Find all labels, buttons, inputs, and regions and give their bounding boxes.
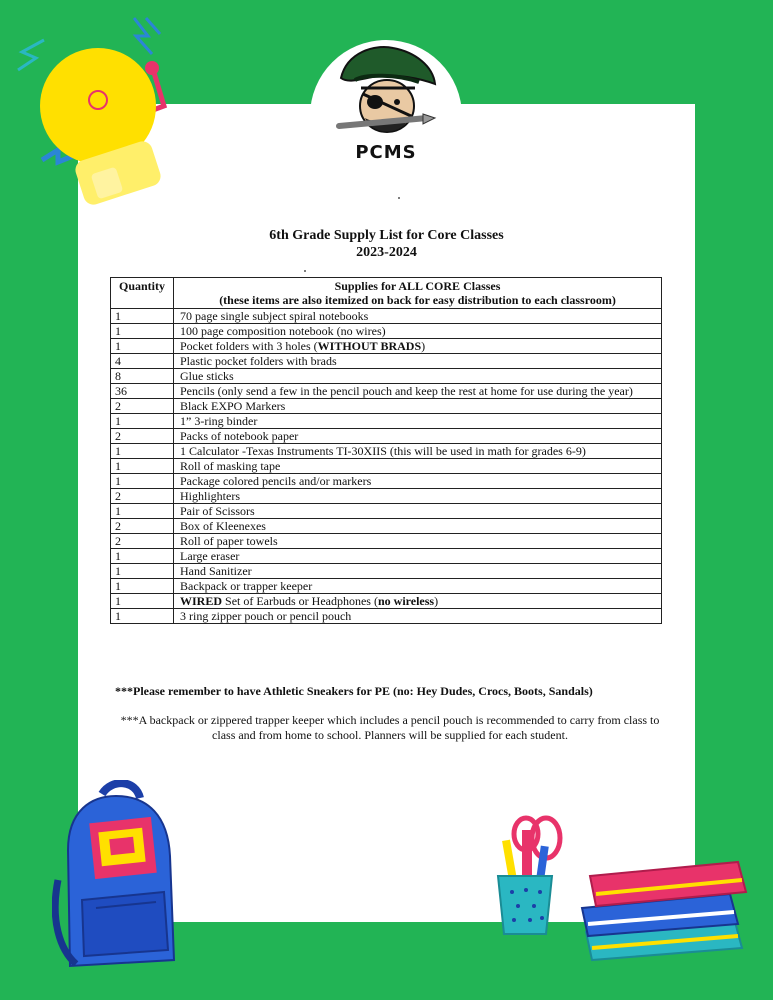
row-item-text: ) xyxy=(421,339,426,353)
supply-table xyxy=(110,277,662,624)
table-row xyxy=(111,504,662,519)
document-title: 6th Grade Supply List for Core Classes xyxy=(269,228,504,243)
row-qty: 1 xyxy=(111,594,174,609)
pencil-cup-icon xyxy=(486,810,576,940)
row-item-emphasis: WIRED xyxy=(180,594,223,608)
pirate-mascot-icon xyxy=(335,44,439,140)
row-qty: 1 xyxy=(111,549,174,564)
table-row xyxy=(111,489,662,504)
row-item: Box of Kleenexes xyxy=(174,519,662,534)
stray-dot xyxy=(398,197,400,199)
row-qty: 4 xyxy=(111,354,174,369)
table-row xyxy=(111,564,662,579)
row-qty: 2 xyxy=(111,399,174,414)
row-item-text: Pocket folders with 3 holes ( xyxy=(180,339,318,353)
row-qty: 1 xyxy=(111,579,174,594)
row-item: Glue sticks xyxy=(174,369,662,384)
table-row xyxy=(111,444,662,459)
row-item-emphasis: WITHOUT BRADS xyxy=(317,339,422,353)
row-item: 3 ring zipper pouch or pencil pouch xyxy=(174,609,662,624)
row-qty: 2 xyxy=(111,534,174,549)
school-year: 2023-2024 xyxy=(356,245,417,260)
supplies-header xyxy=(174,278,662,309)
row-qty: 1 xyxy=(111,609,174,624)
backpack-icon xyxy=(52,780,182,980)
table-row xyxy=(111,384,662,399)
table-row xyxy=(111,414,662,429)
row-item: Plastic pocket folders with brads xyxy=(174,354,662,369)
row-qty: 1 xyxy=(111,564,174,579)
table-row xyxy=(111,609,662,624)
row-item: Large eraser xyxy=(174,549,662,564)
row-item xyxy=(174,594,662,609)
row-qty: 1 xyxy=(111,324,174,339)
supplies-header-line1: Supplies for ALL CORE Classes xyxy=(334,279,501,293)
row-qty: 1 xyxy=(111,339,174,354)
row-item: 1 Calculator -Texas Instruments TI-30XIIS (this will be used in math for grades 6-9) xyxy=(174,444,662,459)
book-stack-icon xyxy=(574,836,754,966)
row-item: Pencils (only send a few in the pencil pouch and keep the rest at home for use during the year) xyxy=(174,384,662,399)
row-item-emphasis: no wireless xyxy=(377,594,435,608)
row-qty: 1 xyxy=(111,459,174,474)
row-item: 1” 3-ring binder xyxy=(174,414,662,429)
table-header-row xyxy=(111,278,662,309)
row-item xyxy=(174,339,662,354)
row-item: Pair of Scissors xyxy=(174,504,662,519)
row-item: 70 page single subject spiral notebooks xyxy=(174,309,662,324)
sneakers-note: ***Please remember to have Athletic Sneakers for PE (no: Hey Dudes, Crocs, Boots, Sandals) xyxy=(115,684,593,698)
row-qty: 1 xyxy=(111,414,174,429)
school-logo-text: PCMS xyxy=(355,142,417,163)
row-item: Roll of masking tape xyxy=(174,459,662,474)
table-row xyxy=(111,519,662,534)
table-row xyxy=(111,324,662,339)
table-row xyxy=(111,474,662,489)
table-row xyxy=(111,534,662,549)
supplies-header-line2: (these items are also itemized on back for easy distribution to each classroom) xyxy=(219,293,616,307)
row-qty: 1 xyxy=(111,504,174,519)
row-qty: 1 xyxy=(111,474,174,489)
stray-dot xyxy=(304,270,306,272)
row-item: Backpack or trapper keeper xyxy=(174,579,662,594)
table-row xyxy=(111,309,662,324)
table-row xyxy=(111,339,662,354)
row-item: Package colored pencils and/or markers xyxy=(174,474,662,489)
table-row xyxy=(111,549,662,564)
table-row xyxy=(111,354,662,369)
row-item-text: ) xyxy=(434,594,439,608)
row-qty: 2 xyxy=(111,489,174,504)
table-row xyxy=(111,459,662,474)
row-item: Hand Sanitizer xyxy=(174,564,662,579)
table-row xyxy=(111,399,662,414)
row-qty: 2 xyxy=(111,519,174,534)
table-row xyxy=(111,429,662,444)
row-qty: 1 xyxy=(111,309,174,324)
table-row xyxy=(111,579,662,594)
row-item-text: Set of Earbuds or Headphones ( xyxy=(222,594,378,608)
row-qty: 1 xyxy=(111,444,174,459)
row-qty: 36 xyxy=(111,384,174,399)
row-item: Packs of notebook paper xyxy=(174,429,662,444)
row-item: 100 page composition notebook (no wires) xyxy=(174,324,662,339)
row-qty: 8 xyxy=(111,369,174,384)
row-item: Highlighters xyxy=(174,489,662,504)
row-qty: 2 xyxy=(111,429,174,444)
table-row xyxy=(111,594,662,609)
school-bell-icon xyxy=(14,10,184,210)
quantity-header: Quantity xyxy=(111,278,174,309)
table-row xyxy=(111,369,662,384)
row-item: Black EXPO Markers xyxy=(174,399,662,414)
backpack-note: ***A backpack or zippered trapper keeper which includes a pencil pouch is recommended to carry from class to class and from home to school. Planners will be supplied for each student. xyxy=(120,713,660,742)
row-item: Roll of paper towels xyxy=(174,534,662,549)
